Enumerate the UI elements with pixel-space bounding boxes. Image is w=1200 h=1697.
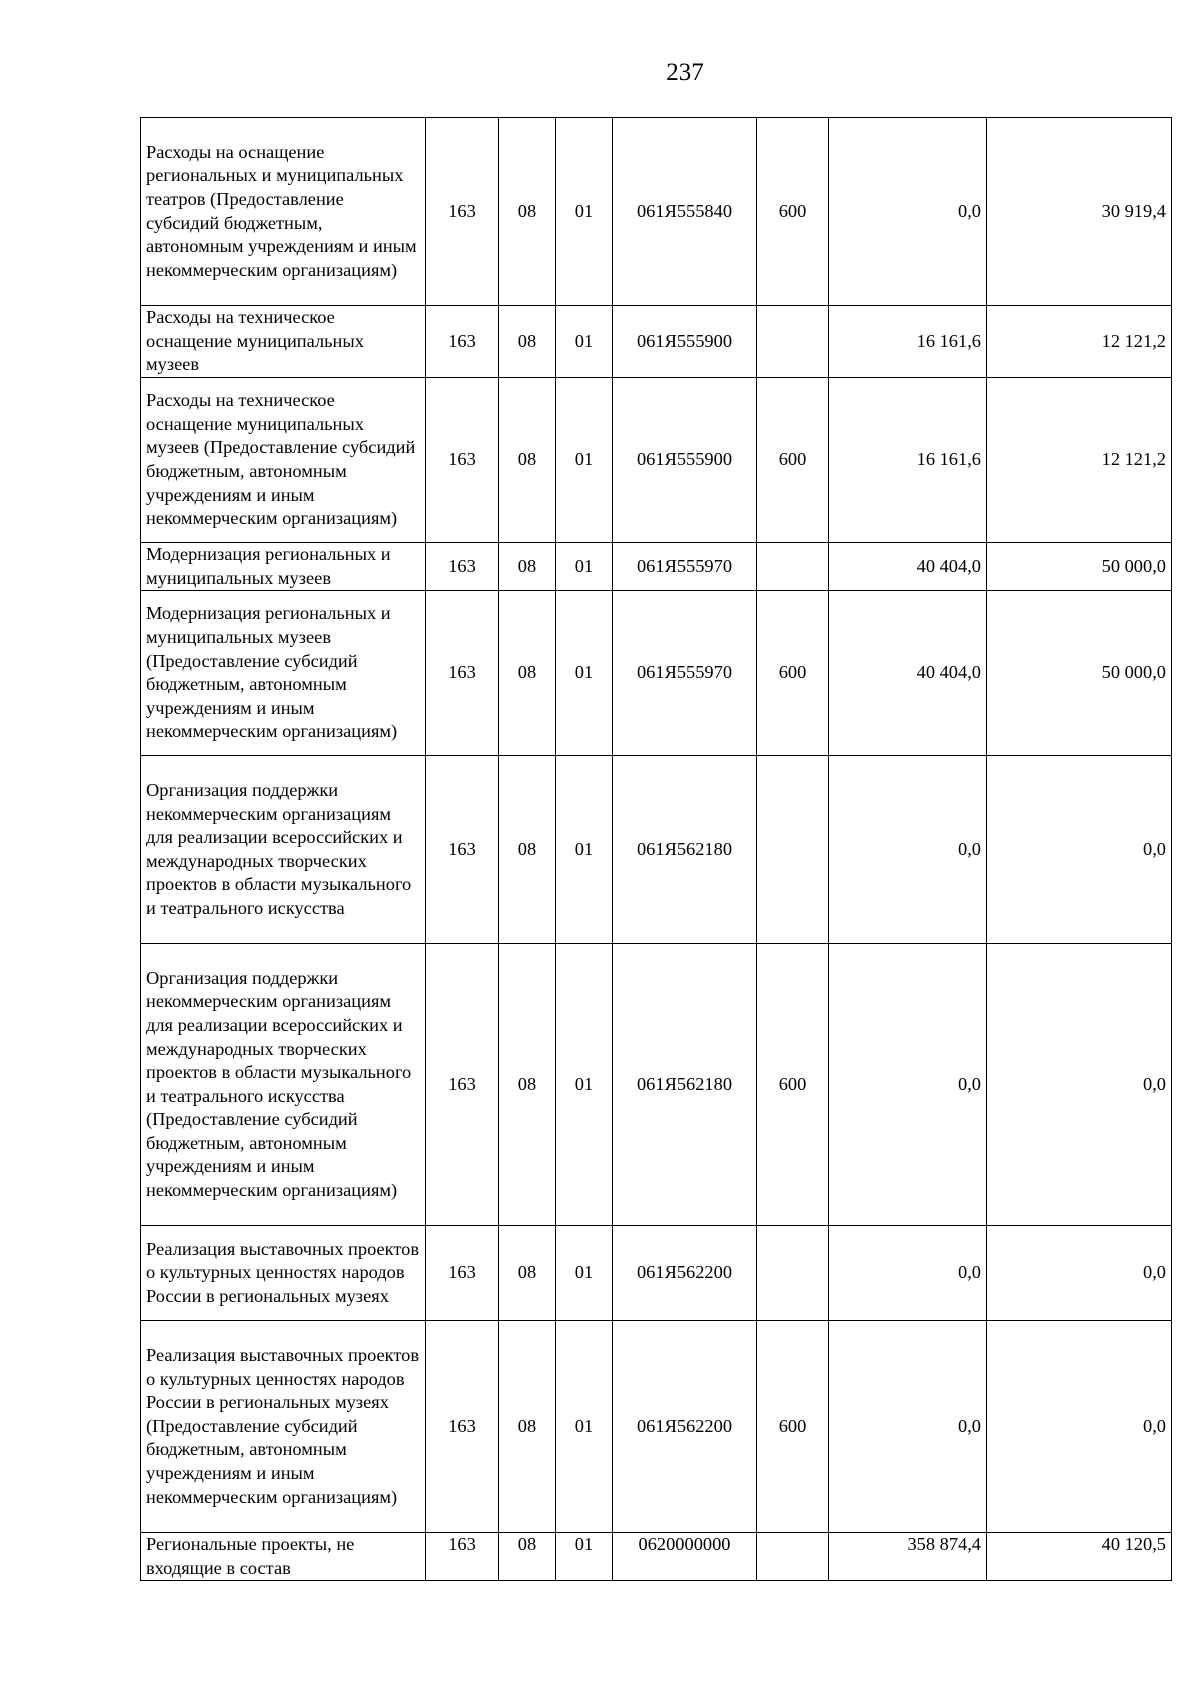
table-row [141,118,1172,306]
row-rz: 08 [499,378,556,543]
row-csr: 061Я562200 [613,1226,757,1321]
row-sum1: 0,0 [829,118,987,306]
row-rz: 08 [499,1533,556,1581]
row-name: Организация поддержки некоммерческим организациям для реализации всероссийских и международных творческих проектов в области музыкального и театрального искусства [141,756,426,944]
row-rz: 08 [499,543,556,591]
row-sum2: 12 121,2 [987,306,1172,378]
row-pr: 01 [556,1226,613,1321]
row-sum1: 0,0 [829,944,987,1226]
row-vr: 600 [757,944,829,1226]
row-rz: 08 [499,118,556,306]
row-gr: 163 [426,1321,499,1533]
row-pr: 01 [556,118,613,306]
row-vr [757,306,829,378]
row-csr: 061Я555900 [613,378,757,543]
row-sum1: 0,0 [829,1226,987,1321]
row-sum1: 0,0 [829,756,987,944]
row-vr [757,1533,829,1581]
row-rz: 08 [499,306,556,378]
row-vr [757,543,829,591]
row-vr [757,1226,829,1321]
row-gr: 163 [426,306,499,378]
row-sum2: 30 919,4 [987,118,1172,306]
table-row [141,306,1172,378]
row-sum2: 0,0 [987,756,1172,944]
table-row [141,591,1172,756]
row-gr: 163 [426,1226,499,1321]
row-name: Модернизация региональных и муниципальных музеев [141,543,426,591]
row-name: Реализация выставочных проектов о культурных ценностях народов России в региональных музеях (Предоставление субсидий бюджетным, автономным учреждениям и иным некоммерческим организациям) [141,1321,426,1533]
row-rz: 08 [499,756,556,944]
table-row [141,543,1172,591]
row-rz: 08 [499,944,556,1226]
row-pr: 01 [556,543,613,591]
row-name: Региональные проекты, не входящие в состав [141,1533,426,1581]
row-sum2: 0,0 [987,1321,1172,1533]
page-number: 237 [666,59,704,86]
row-gr: 163 [426,378,499,543]
row-sum1: 40 404,0 [829,591,987,756]
row-pr: 01 [556,306,613,378]
row-vr: 600 [757,591,829,756]
row-pr: 01 [556,1533,613,1581]
row-sum2: 50 000,0 [987,591,1172,756]
row-vr: 600 [757,118,829,306]
budget-table [140,117,1172,1581]
row-gr: 163 [426,118,499,306]
row-sum2: 40 120,5 [987,1533,1172,1581]
table-row [141,1533,1172,1581]
row-sum1: 40 404,0 [829,543,987,591]
row-sum2: 12 121,2 [987,378,1172,543]
row-vr: 600 [757,378,829,543]
row-csr: 061Я555900 [613,306,757,378]
row-gr: 163 [426,1533,499,1581]
table-row [141,1226,1172,1321]
row-sum1: 16 161,6 [829,378,987,543]
row-rz: 08 [499,591,556,756]
row-csr: 061Я562180 [613,756,757,944]
table-row [141,378,1172,543]
table-row [141,756,1172,944]
row-sum1: 358 874,4 [829,1533,987,1581]
row-name: Модернизация региональных и муниципальных музеев (Предоставление субсидий бюджетным, автономным учреждениям и иным некоммерческим организациям) [141,591,426,756]
row-name: Организация поддержки некоммерческим организациям для реализации всероссийских и международных творческих проектов в области музыкального и театрального искусства (Предоставление субсидий бюджетным, автономным учреждениям и иным некоммерческим организациям) [141,944,426,1226]
row-pr: 01 [556,378,613,543]
row-name: Расходы на техническое оснащение муниципальных музеев (Предоставление субсидий бюджетным, автономным учреждениям и иным некоммерческим организациям) [141,378,426,543]
row-pr: 01 [556,756,613,944]
row-rz: 08 [499,1321,556,1533]
row-csr: 061Я555840 [613,118,757,306]
row-pr: 01 [556,591,613,756]
row-gr: 163 [426,756,499,944]
table-row [141,944,1172,1226]
row-pr: 01 [556,944,613,1226]
row-sum2: 50 000,0 [987,543,1172,591]
row-csr: 061Я555970 [613,591,757,756]
row-csr: 0620000000 [613,1533,757,1581]
row-gr: 163 [426,543,499,591]
row-gr: 163 [426,944,499,1226]
row-csr: 061Я562180 [613,944,757,1226]
table-row [141,1321,1172,1533]
row-rz: 08 [499,1226,556,1321]
row-sum1: 0,0 [829,1321,987,1533]
row-vr [757,756,829,944]
row-sum1: 16 161,6 [829,306,987,378]
row-name: Расходы на техническое оснащение муниципальных музеев [141,306,426,378]
row-name: Расходы на оснащение региональных и муниципальных театров (Предоставление субсидий бюджетным, автономным учреждениям и иным некоммерческим организациям) [141,118,426,306]
row-sum2: 0,0 [987,944,1172,1226]
row-name: Реализация выставочных проектов о культурных ценностях народов России в региональных музеях [141,1226,426,1321]
row-pr: 01 [556,1321,613,1533]
row-sum2: 0,0 [987,1226,1172,1321]
row-csr: 061Я555970 [613,543,757,591]
row-vr: 600 [757,1321,829,1533]
row-csr: 061Я562200 [613,1321,757,1533]
row-gr: 163 [426,591,499,756]
